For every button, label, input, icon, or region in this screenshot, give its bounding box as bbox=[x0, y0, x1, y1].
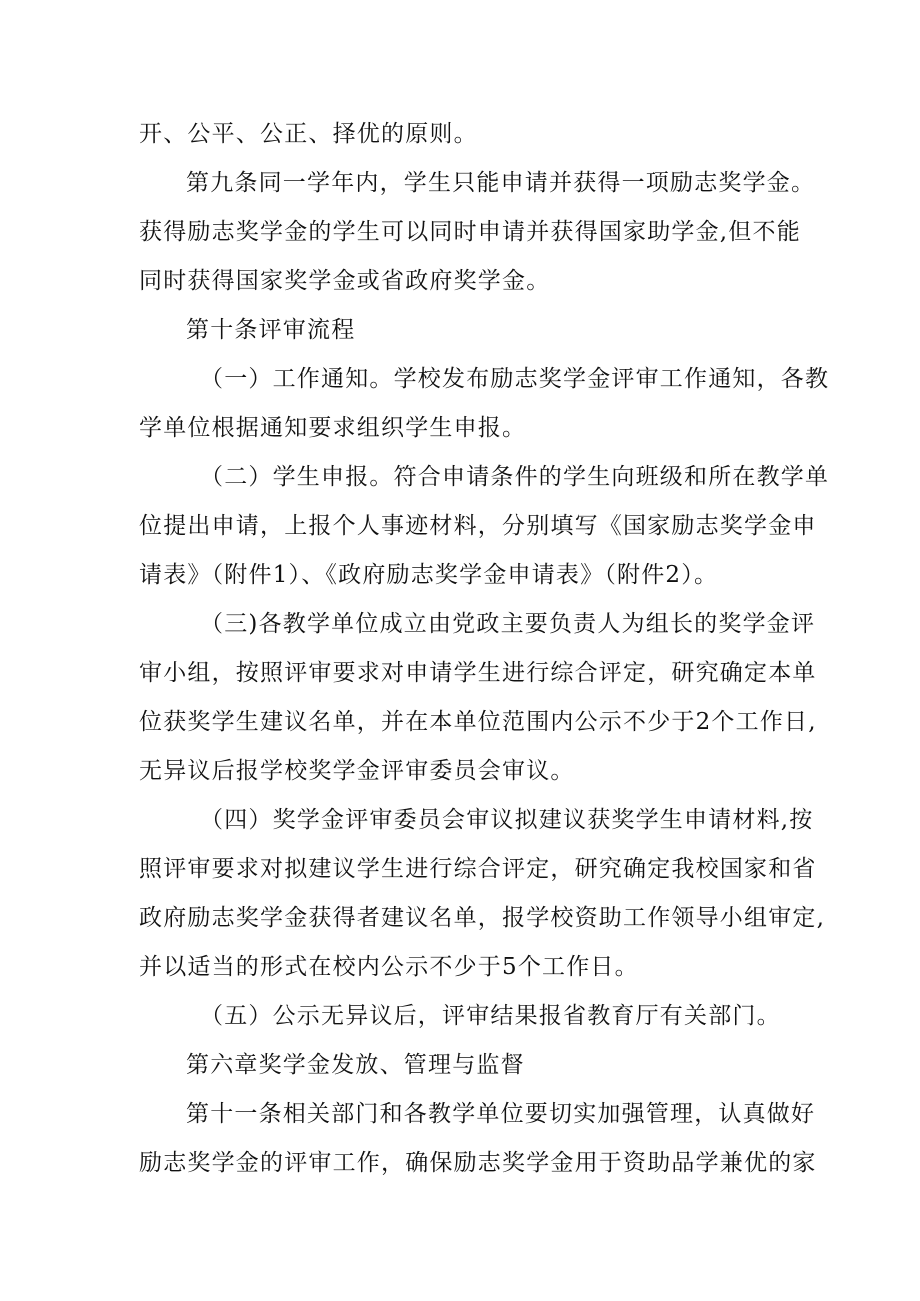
text-line: 审小组，按照评审要求对申请学生进行综合评定，研究确定本单 bbox=[139, 660, 817, 686]
text-line: （三)各教学单位成立由党政主要负责人为组长的奖学金评 bbox=[200, 611, 816, 637]
text-line: （四）奖学金评审委员会审议拟建议获奖学生申请材料,按 bbox=[200, 807, 814, 833]
text-line: 无异议后报学校奖学金评审委员会审议。 bbox=[139, 758, 575, 784]
text-line: 开、公平、公正、择优的原则。 bbox=[139, 121, 478, 147]
text-line: 第十条评审流程 bbox=[186, 317, 356, 343]
text-line: 政府励志奖学金获得者建议名单，报学校资助工作领导小组审定, bbox=[139, 905, 826, 931]
text-line: 第六章奖学金发放、管理与监督 bbox=[186, 1052, 525, 1078]
text-line: 照评审要求对拟建议学生进行综合评定，研究确定我校国家和省 bbox=[139, 856, 817, 882]
text-line: （一）工作通知。学校发布励志奖学金评审工作通知，各教 bbox=[200, 366, 830, 392]
text-line: 请表》（附件1）、《政府励志奖学金申请表》（附件2）。 bbox=[139, 562, 719, 588]
text-line: 第十一条相关部门和各教学单位要切实加强管理，认真做好 bbox=[186, 1101, 816, 1127]
text-line: （二）学生申报。符合申请条件的学生向班级和所在教学单 bbox=[200, 464, 830, 490]
text-line: 学单位根据通知要求组织学生申报。 bbox=[139, 415, 527, 441]
text-line: 同时获得国家奖学金或省政府奖学金。 bbox=[139, 268, 551, 294]
text-line: 励志奖学金的评审工作，确保励志奖学金用于资助品学兼优的家 bbox=[139, 1150, 817, 1176]
text-line: 并以适当的形式在校内公示不少于5个工作日。 bbox=[139, 954, 639, 980]
text-line: 获得励志奖学金的学生可以同时申请并获得国家助学金,但不能 bbox=[139, 219, 801, 245]
text-line: 位获奖学生建议名单，并在本单位范围内公示不少于2个工作日, bbox=[139, 709, 817, 735]
text-line: （五）公示无异议后，评审结果报省教育厅有关部门。 bbox=[200, 1003, 781, 1029]
text-line: 位提出申请，上报个人事迹材料，分别填写《国家励志奖学金申 bbox=[139, 513, 817, 539]
text-line: 第九条同一学年内，学生只能申请并获得一项励志奖学金。 bbox=[186, 170, 816, 196]
